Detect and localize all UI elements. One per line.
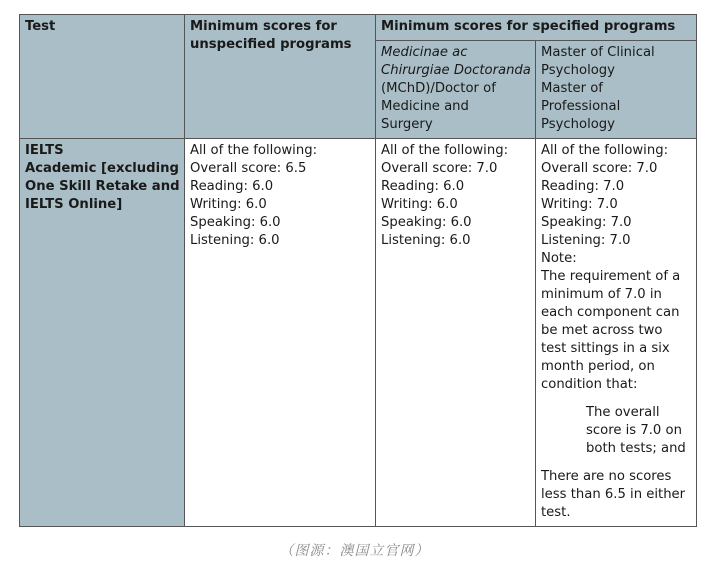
header-specified: Minimum scores for specified programs — [376, 15, 697, 41]
note-condition-1: The overall score is 7.0 on both tests; and — [586, 405, 686, 456]
cell-psychology-scores: All of the following: Overall score: 7.0 Reading: 7.0 Writing: 7.0 Speaking: 7.0 Listening: 7.0 Note: The requirement of a minimum of 7.0 in each component can be met across two test sittings in a six month period, on condition that: The overall score is 7.0 on both tests; and There are no scores less than 6.5 in either test. — [536, 139, 697, 527]
header-row-1 — [20, 15, 697, 41]
table-row-ielts — [20, 139, 697, 527]
cell-medicine-scores: All of the following: Overall score: 7.0 Reading: 6.0 Writing: 6.0 Speaking: 6.0 Listening: 6.0 — [376, 139, 536, 527]
header-prog-psychology: Master of Clinical Psychology Master of Professional Psychology — [536, 41, 697, 139]
header-unspecified: Minimum scores for unspecified programs — [185, 15, 376, 139]
header-prog-medicine: Medicinae ac Chirurgiae Doctoranda (MChD)/Doctor of Medicine and Surgery — [376, 41, 536, 139]
english-requirements-table — [19, 14, 697, 527]
cell-test-name: IELTS Academic [excluding One Skill Retake and IELTS Online] — [20, 139, 185, 527]
image-source-caption: （图源：澳国立官网） — [279, 543, 430, 559]
header-test: Test — [20, 15, 185, 139]
cell-unspecified-scores: All of the following: Overall score: 6.5 Reading: 6.0 Writing: 6.0 Speaking: 6.0 Listening: 6.0 — [185, 139, 376, 527]
